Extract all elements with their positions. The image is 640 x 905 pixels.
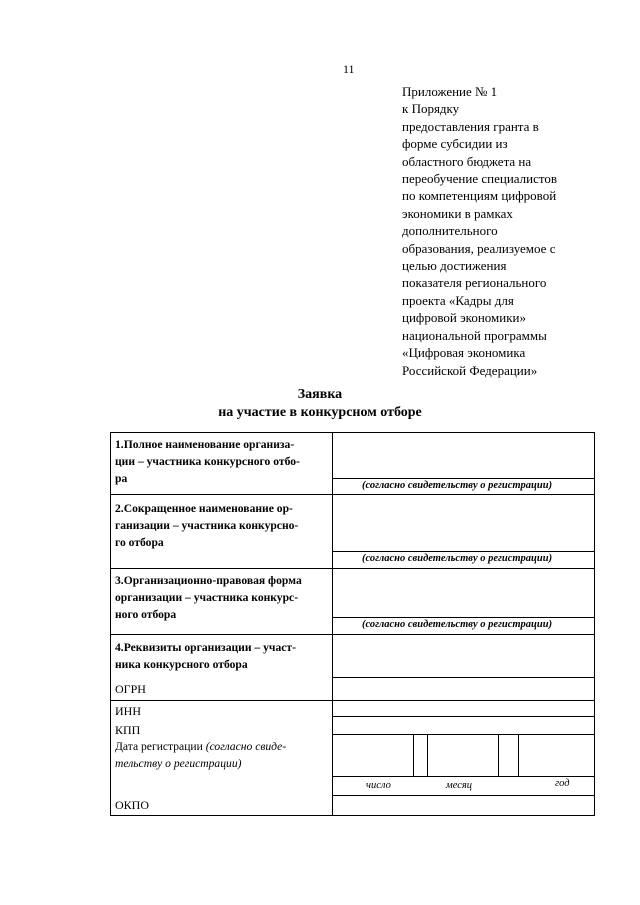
inn-input-line bbox=[332, 716, 595, 717]
field4-label bbox=[115, 639, 327, 673]
appendix-line: по компетенциям цифровой bbox=[402, 188, 557, 204]
field4-label-line: ника конкурсного отбора bbox=[115, 658, 248, 671]
year-caption: год bbox=[555, 778, 570, 789]
date-box-divider bbox=[413, 734, 414, 776]
appendix-line: к Порядку bbox=[402, 101, 460, 117]
reg-date-italic: (согласно свиде- bbox=[205, 740, 287, 753]
kpp-input-line bbox=[332, 734, 595, 735]
field3-label-line: ного отбора bbox=[115, 608, 177, 621]
field1-note: (согласно свидетельству о регистрации) bbox=[362, 480, 553, 491]
day-caption: число bbox=[366, 780, 391, 791]
date-box-divider bbox=[518, 734, 519, 776]
okpo-label: ОКПО bbox=[115, 798, 150, 812]
row-separator bbox=[110, 634, 595, 635]
reg-date-label-line bbox=[115, 738, 327, 755]
field2-input-line bbox=[332, 551, 595, 552]
appendix-line: форме субсидии из bbox=[402, 136, 508, 152]
appendix-line: образования, реализуемое с bbox=[402, 240, 556, 256]
okpo-input-line bbox=[332, 795, 595, 796]
month-caption: месяц bbox=[446, 780, 473, 791]
appendix-line: целью достижения bbox=[402, 258, 507, 274]
field1-label bbox=[115, 436, 327, 487]
appendix-line: цифровой экономики» bbox=[402, 310, 526, 326]
title-line-1: Заявка bbox=[297, 387, 343, 402]
appendix-line: переобучение специалистов bbox=[402, 171, 558, 187]
page-number: 11 bbox=[343, 62, 355, 76]
date-box-divider bbox=[427, 734, 428, 776]
appendix-line: Приложение № 1 bbox=[402, 84, 498, 99]
field1-label-line: ра bbox=[115, 472, 128, 485]
field3-input-line bbox=[332, 617, 595, 618]
field3-label-line: 3.Организационно-правовая форма bbox=[115, 574, 302, 587]
appendix-line: показателя регионального bbox=[402, 275, 547, 291]
field3-label bbox=[115, 572, 327, 623]
field1-label-line: ции – участника конкурсного отбо- bbox=[115, 455, 300, 468]
field3-label-line: организации – участника конкурс- bbox=[115, 591, 299, 604]
form-bottom-border bbox=[110, 815, 595, 816]
date-input-line bbox=[332, 776, 595, 777]
field3-note: (согласно свидетельству о регистрации) bbox=[362, 619, 553, 630]
appendix-line: «Цифровая экономика bbox=[402, 345, 526, 361]
appendix-line: экономики в рамках bbox=[402, 205, 513, 221]
row-separator bbox=[110, 568, 595, 569]
appendix-line: проекта «Кадры для bbox=[402, 292, 514, 308]
field2-label-line: 2.Сокращенное наименование ор- bbox=[115, 502, 293, 515]
form-top-border bbox=[110, 432, 595, 433]
field2-label-line: ганизации – участника конкурсно- bbox=[115, 519, 299, 532]
appendix-line: дополнительного bbox=[402, 223, 498, 239]
field4-label-line: 4.Реквизиты организации – участ- bbox=[115, 641, 296, 654]
row-separator bbox=[110, 700, 595, 701]
field2-label bbox=[115, 500, 327, 551]
row-separator bbox=[110, 494, 595, 495]
field2-note: (согласно свидетельству о регистрации) bbox=[362, 553, 553, 564]
reg-date-label-line: тельству о регистрации) bbox=[115, 757, 242, 770]
field1-label-line: 1.Полное наименование организа- bbox=[115, 438, 295, 451]
inn-label: ИНН bbox=[115, 704, 141, 718]
form-column-divider bbox=[332, 432, 333, 816]
appendix-line: областного бюджета на bbox=[402, 153, 532, 169]
reg-date-label bbox=[115, 738, 327, 772]
form-right-border bbox=[594, 432, 595, 816]
appendix-line: Российской Федерации» bbox=[402, 362, 538, 378]
form-left-border bbox=[110, 432, 111, 816]
appendix-line: предоставления гранта в bbox=[402, 118, 539, 134]
appendix-line: национальной программы bbox=[402, 327, 547, 343]
field2-label-line: го отбора bbox=[115, 536, 164, 549]
reg-date-main: Дата регистрации bbox=[115, 740, 206, 753]
ogrn-label: ОГРН bbox=[115, 682, 146, 696]
title-line-2: на участие в конкурсном отборе bbox=[218, 405, 422, 420]
field1-input-line bbox=[332, 478, 595, 479]
kpp-label: КПП bbox=[115, 723, 141, 737]
date-box-divider bbox=[498, 734, 499, 776]
field4-input-line bbox=[332, 677, 595, 678]
